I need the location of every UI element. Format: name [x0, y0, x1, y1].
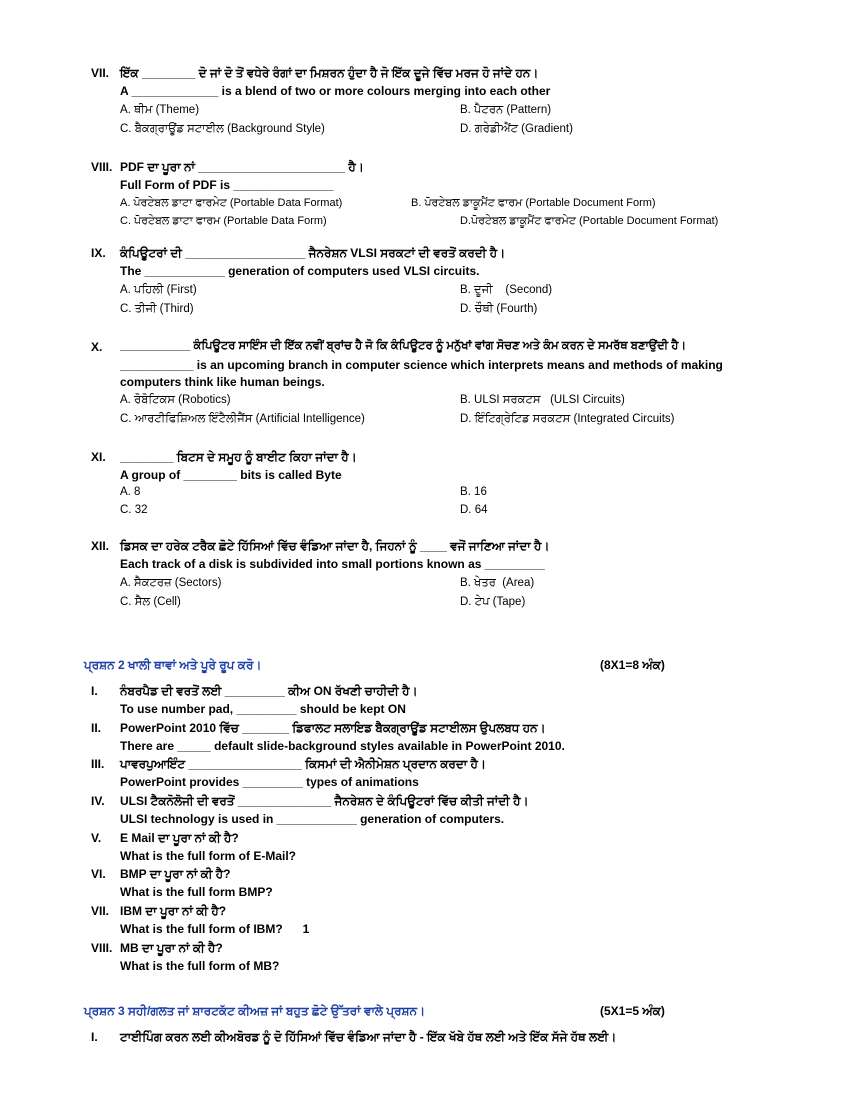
- option-c: C. ਸੈਲ (Cell): [120, 596, 181, 608]
- question-text-english: Full Form of PDF is _______________: [120, 178, 334, 192]
- option-c: C. ਪੋਰਟੇਬਲ ਡਾਟਾ ਫਾਰਮ (Portable Data Form): [120, 215, 327, 227]
- option-a: A. ਸੈਕਟਰਜ਼ (Sectors): [120, 577, 222, 589]
- item-text-english: What is the full form of MB?: [120, 959, 280, 973]
- question-number: VIII.: [91, 160, 113, 174]
- option-b: B. ਪੈਟਰਨ (Pattern): [460, 104, 552, 116]
- option-b: B. 16: [460, 486, 487, 498]
- option-a: A. ਪਹਿਲੀ (First): [120, 284, 197, 296]
- item-text-punjabi: PowerPoint 2010 ਵਿੱਚ _______ ਡਿਫਾਲਟ ਸਲਾਇਡ ਬੈਕਗ੍ਰਾਊਂਡ ਸਟਾਈਲਸ ਉਪਲਬਧ ਹਨ।: [120, 721, 546, 735]
- question-text-punjabi: ਕੰਪਿਊਟਰਾਂ ਦੀ __________________ ਜੈਨਰੇਸ਼ਨ VLSI ਸਰਕਟਾਂ ਦੀ ਵਰਤੋਂ ਕਰਦੀ ਹੈ।: [120, 246, 506, 260]
- question-text-punjabi: ___________ ਕੰਪਿਊਟਰ ਸਾਇੰਸ ਦੀ ਇੱਕ ਨਵੀਂ ਬ੍ਰਾਂਚ ਹੈ ਜੋ ਕਿ ਕੰਪਿਊਟਰ ਨੂੰ ਮਨੁੱਖਾਂ ਵਾਂਗ ਸੋਚਣ ਅਤੇ ਕੰਮ ਕਰਨ ਦੇ ਸਮਰੱਥ ਬਣਾਉਂਦੀ ਹੈ।: [120, 340, 687, 352]
- option-a: A. ਥੀਮ (Theme): [120, 104, 200, 116]
- item-text-punjabi: ਟਾਈਪਿੰਗ ਕਰਨ ਲਈ ਕੀਅਬੋਰਡ ਨੂੰ ਦੋ ਹਿੱਸਿਆਂ ਵਿੱਚ ਵੰਡਿਆ ਜਾਂਦਾ ਹੈ - ਇੱਕ ਖੱਬੇ ਹੱਥ ਲਈ ਅਤੇ ਇੱਕ ਸੱਜੇ ਹੱਥ ਲਈ।: [120, 1030, 617, 1044]
- item-text-punjabi: ਪਾਵਰਪੁਆਇੰਟ _________________ ਕਿਸਮਾਂ ਦੀ ਐਨੀਮੇਸ਼ਨ ਪ੍ਰਦਾਨ ਕਰਦਾ ਹੈ।: [120, 757, 487, 771]
- item-number: VIII.: [91, 941, 113, 955]
- question-text-punjabi: ਡਿਸਕ ਦਾ ਹਰੇਕ ਟਰੈਕ ਛੋਟੇ ਹਿੱਸਿਆਂ ਵਿੱਚ ਵੰਡਿਆ ਜਾਂਦਾ ਹੈ, ਜਿਹਨਾਂ ਨੂੰ ____ ਵਜੋਂ ਜਾਣਿਆ ਜਾਂਦਾ ਹੈ।: [120, 539, 550, 553]
- item-number: IV.: [91, 794, 105, 808]
- question-text-punjabi: PDF ਦਾ ਪੂਰਾ ਨਾਂ ______________________ ਹੈ।: [120, 160, 364, 174]
- option-d: D. ਗਰੇਡੀਐਂਟ (Gradient): [460, 123, 573, 135]
- question-number: X.: [91, 340, 103, 354]
- option-a: A. ਪੋਰਟੇਬਲ ਡਾਟਾ ਫਾਰਮੇਟ (Portable Data Format): [120, 197, 343, 209]
- question-number: XI.: [91, 450, 106, 464]
- item-number: II.: [91, 721, 102, 735]
- section-3-marks: (5X1=5 ਅੰਕ): [600, 1004, 665, 1018]
- option-d: D. ਇੰਟਿਗ੍ਰੇਟਿਡ ਸਰਕਟਸ (Integrated Circuits): [460, 413, 675, 425]
- option-b: B. ਦੂਜੀ (Second): [460, 284, 553, 296]
- item-text-punjabi: MB ਦਾ ਪੂਰਾ ਨਾਂ ਕੀ ਹੈ?: [120, 941, 223, 955]
- item-text-english: To use number pad, _________ should be kept ON: [120, 702, 406, 716]
- question-text-english: A group of ________ bits is called Byte: [120, 468, 342, 482]
- option-d: D. ਟੇਪ (Tape): [460, 596, 526, 608]
- section-3-heading: ਪ੍ਰਸ਼ਨ 3 ਸਹੀ/ਗਲਤ ਜਾਂ ਸ਼ਾਰਟਕੱਟ ਕੀਅਜ਼ ਜਾਂ ਬਹੁਤ ਛੋਟੇ ਉੱਤਰਾਂ ਵਾਲੇ ਪ੍ਰਸ਼ਨ।: [84, 1004, 426, 1018]
- item-text-english: What is the full form of E-Mail?: [120, 849, 296, 863]
- item-number: V.: [91, 831, 102, 845]
- option-c: C. ਬੈਕਗ੍ਰਾਊਂਡ ਸਟਾਈਲ (Background Style): [120, 123, 325, 135]
- item-number: I.: [91, 1030, 98, 1044]
- option-b: B. ਪੋਰਟੇਬਲ ਡਾਕੂਮੈਂਟ ਫਾਰਮ (Portable Document Form): [411, 197, 656, 209]
- option-a: A. 8: [120, 486, 141, 498]
- question-text-english: A _____________ is a blend of two or more colours merging into each other: [120, 84, 551, 98]
- item-number: III.: [91, 757, 105, 771]
- question-number: VII.: [91, 66, 110, 80]
- question-number: XII.: [91, 539, 110, 553]
- item-text-punjabi: E Mail ਦਾ ਪੂਰਾ ਨਾਂ ਕੀ ਹੈ?: [120, 831, 239, 845]
- option-d: D. ਚੌਥੀ (Fourth): [460, 303, 538, 315]
- item-text-english: There are _____ default slide-background styles available in PowerPoint 2010.: [120, 739, 565, 753]
- item-text-english: What is the full form BMP?: [120, 885, 273, 899]
- section-2-heading: ਪ੍ਰਸ਼ਨ 2 ਖਾਲੀ ਥਾਵਾਂ ਅਤੇ ਪੂਰੇ ਰੂਪ ਕਰੋ।: [84, 658, 262, 672]
- question-text-punjabi: ________ ਬਿਟਸ ਦੇ ਸਮੂਹ ਨੂੰ ਬਾਈਟ ਕਿਹਾ ਜਾਂਦਾ ਹੈ।: [120, 450, 357, 464]
- item-number: I.: [91, 684, 98, 698]
- option-c: C. 32: [120, 504, 148, 516]
- question-text-english: The ____________ generation of computers used VLSI circuits.: [120, 264, 480, 278]
- option-d: D. 64: [460, 504, 488, 516]
- question-number: IX.: [91, 246, 106, 260]
- question-text-english: Each track of a disk is subdivided into small portions known as _________: [120, 557, 545, 571]
- section-2-marks: (8X1=8 ਅੰਕ): [600, 658, 665, 672]
- option-c: C. ਆਰਟੀਫਿਸ਼ਿਅਲ ਇੰਟੈਲੀਜੈਂਸ (Artificial Intelligence): [120, 413, 365, 425]
- item-text-english: PowerPoint provides _________ types of animations: [120, 775, 419, 789]
- option-b: B. ULSI ਸਰਕਟਸ (ULSI Circuits): [460, 394, 625, 406]
- item-number: VI.: [91, 867, 106, 881]
- item-text-punjabi: ਨੰਬਰਪੈਡ ਦੀ ਵਰਤੋਂ ਲਈ _________ ਕੀਅ ON ਰੱਖਣੀ ਚਾਹੀਦੀ ਹੈ।: [120, 684, 418, 698]
- option-b: B. ਖੇਤਰ (Area): [460, 577, 535, 589]
- option-a: A. ਰੋਬੋਟਿਕਸ (Robotics): [120, 394, 231, 406]
- item-text-english: ULSI technology is used in ____________ generation of computers.: [120, 812, 505, 826]
- option-c: C. ਤੀਜੀ (Third): [120, 303, 194, 315]
- item-number: VII.: [91, 904, 110, 918]
- option-d: D.ਪੋਰਟੇਬਲ ਡਾਕੂਮੈਂਟ ਫਾਰਮੇਟ (Portable Document Format): [460, 215, 719, 227]
- question-text-punjabi: ਇੱਕ ________ ਦੋ ਜਾਂ ਦੋ ਤੋਂ ਵਧੇਰੇ ਰੰਗਾਂ ਦਾ ਮਿਸ਼ਰਨ ਹੁੰਦਾ ਹੈ ਜੋ ਇੱਕ ਦੂਜੇ ਵਿੱਚ ਮਰਜ ਹੋ ਜਾਂਦੇ ਹਨ।: [120, 66, 539, 80]
- item-text-english: What is the full form of IBM? 1: [120, 922, 310, 936]
- item-text-punjabi: IBM ਦਾ ਪੂਰਾ ਨਾਂ ਕੀ ਹੈ?: [120, 904, 227, 918]
- item-text-punjabi: ULSI ਟੈਕਨੋਲੋਜੀ ਦੀ ਵਰਤੋਂ ______________ ਜੈਨਰੇਸ਼ਨ ਦੇ ਕੰਪਿਊਟਰਾਂ ਵਿੱਚ ਕੀਤੀ ਜਾਂਦੀ ਹੈ।: [120, 794, 529, 808]
- item-text-punjabi: BMP ਦਾ ਪੂਰਾ ਨਾਂ ਕੀ ਹੈ?: [120, 867, 231, 881]
- question-text-english: ___________ is an upcoming branch in computer science which interprets means and methods of making computers think like human beings.: [120, 358, 723, 389]
